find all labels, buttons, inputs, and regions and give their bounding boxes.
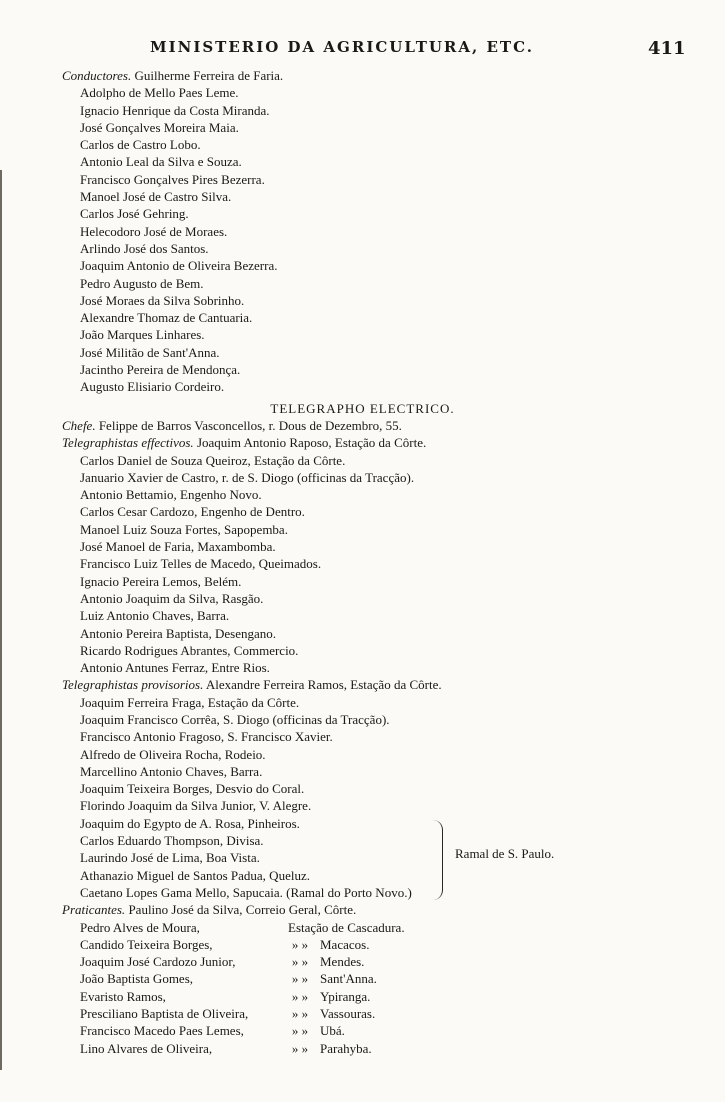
conductores-first-line <box>0 67 725 84</box>
praticante-place: Vassouras. <box>320 1006 376 1022</box>
name-entry: Caetano Lopes Gama Mello, Sapucaia. (Ramal do Porto Novo.) <box>80 884 412 900</box>
name-entry: Joaquim Ferreira Fraga, Estação da Côrte. <box>80 694 300 710</box>
praticante-place: Macacos. <box>320 936 370 952</box>
name-entry: Marcellino Antonio Chaves, Barra. <box>80 763 263 779</box>
name-entry: Manoel Luiz Souza Fortes, Sapopemba. <box>80 521 288 537</box>
name-entry: Carlos José Gehring. <box>80 206 189 222</box>
name-entry: Joaquim do Egypto de A. Rosa, Pinheiros. <box>80 815 300 831</box>
name-entry: Antonio Pereira Baptista, Desengano. <box>80 625 277 641</box>
name-entry: João Marques Linhares. <box>80 327 205 343</box>
page-number: 411 <box>648 38 686 59</box>
name-entry: Joaquim Antonio Raposo, Estação da Côrte. <box>196 435 427 451</box>
name-entry: Joaquim Teixeira Borges, Desvio do Coral. <box>80 781 305 797</box>
name-entry: Felippe de Barros Vasconcellos, r. Dous de Dezembro, 55. <box>98 417 402 433</box>
name-entry: Carlos Daniel de Souza Queiroz, Estação da Côrte. <box>80 452 346 468</box>
name-entry: Antonio Joaquim da Silva, Rasgão. <box>80 590 264 606</box>
role-label: Telegraphistas effectivos. <box>62 435 194 451</box>
ditto-marks: » » <box>291 971 309 987</box>
ditto-marks: » » <box>291 954 309 970</box>
name-entry: Helecodoro José de Moraes. <box>80 223 228 239</box>
name-entry: Adolpho de Mello Paes Leme. <box>80 85 239 101</box>
name-entry: Carlos Cesar Cardozo, Engenho de Dentro. <box>80 504 305 520</box>
role-label: Chefe. <box>62 417 96 433</box>
name-entry: Carlos de Castro Lobo. <box>80 137 201 153</box>
name-entry: Alexandre Thomaz de Cantuaria. <box>80 310 253 326</box>
praticante-name: Pedro Alves de Moura, <box>80 919 200 935</box>
name-entry: Carlos Eduardo Thompson, Divisa. <box>80 833 264 849</box>
section-heading: TELEGRAPHO ELECTRICO. <box>270 400 455 416</box>
praticante-place: Estação de Cascadura. <box>288 919 405 935</box>
praticante-place: Sant'Anna. <box>320 971 377 987</box>
name-entry: Alfredo de Oliveira Rocha, Rodeio. <box>80 746 266 762</box>
name-entry: Antonio Bettamio, Engenho Novo. <box>80 487 262 503</box>
name-entry: José Manoel de Faria, Maxambomba. <box>80 539 276 555</box>
name-entry: Ricardo Rodrigues Abrantes, Commercio. <box>80 642 299 658</box>
praticante-place: Ubá. <box>320 1023 345 1039</box>
name-entry: Manoel José de Castro Silva. <box>80 189 232 205</box>
praticante-name: Lino Alvares de Oliveira, <box>80 1040 213 1056</box>
name-entry: Luiz Antonio Chaves, Barra. <box>80 608 230 624</box>
name-entry: Alexandre Ferreira Ramos, Estação da Côrte. <box>205 677 442 693</box>
praticante-row <box>0 919 725 936</box>
praticantes-first-line <box>0 901 725 918</box>
ramal-label: Ramal de S. Paulo. <box>455 846 555 861</box>
name-entry: Arlindo José dos Santos. <box>80 240 209 256</box>
ditto-marks: » » <box>291 1040 309 1056</box>
name-entry: José Gonçalves Moreira Maia. <box>80 119 239 135</box>
provisorios-first-line <box>0 676 725 693</box>
praticante-row <box>0 988 725 1005</box>
praticante-row <box>0 1022 725 1039</box>
name-entry: Francisco Antonio Fragoso, S. Francisco Xavier. <box>80 729 333 745</box>
praticante-place: Ypiranga. <box>320 988 371 1004</box>
name-entry: Joaquim Francisco Corrêa, S. Diogo (officinas da Tracção). <box>80 711 390 727</box>
name-entry: Athanazio Miguel de Santos Padua, Queluz. <box>80 867 310 883</box>
ditto-marks: » » <box>291 936 309 952</box>
name-entry: Jacintho Pereira de Mendonça. <box>80 362 241 378</box>
praticante-name: Presciliano Baptista de Oliveira, <box>80 1006 249 1022</box>
ditto-marks: » » <box>291 1006 309 1022</box>
name-entry: Francisco Luiz Telles de Macedo, Queimados. <box>80 556 322 572</box>
praticante-place: Parahyba. <box>320 1040 372 1056</box>
name-entry: Antonio Antunes Ferraz, Entre Rios. <box>80 660 270 676</box>
name-entry: Guilherme Ferreira de Faria. <box>134 68 284 83</box>
name-entry: Januario Xavier de Castro, r. de S. Diogo (officinas da Tracção). <box>80 469 415 485</box>
name-entry: Pedro Augusto de Bem. <box>80 275 204 291</box>
praticante-row <box>0 970 725 987</box>
name-entry: Laurindo José de Lima, Boa Vista. <box>80 850 260 866</box>
name-entry: Antonio Leal da Silva e Souza. <box>80 154 242 170</box>
name-entry: José Militão de Sant'Anna. <box>80 344 220 360</box>
name-entry: Francisco Gonçalves Pires Bezerra. <box>80 171 265 187</box>
praticante-row <box>0 953 725 970</box>
praticante-row <box>0 936 725 953</box>
praticante-name: João Baptista Gomes, <box>80 971 194 987</box>
name-entry: Paulino José da Silva, Correio Geral, Côrte. <box>128 902 357 918</box>
ditto-marks: » » <box>291 1023 309 1039</box>
right-brace <box>432 820 443 900</box>
name-entry: Joaquim Antonio de Oliveira Bezerra. <box>80 258 278 274</box>
praticante-row <box>0 1005 725 1022</box>
chefe-line <box>0 417 725 434</box>
name-entry: Florindo Joaquim da Silva Junior, V. Alegre. <box>80 798 312 814</box>
text-body <box>0 67 725 1057</box>
praticante-name: Evaristo Ramos, <box>80 988 166 1004</box>
ditto-marks: » » <box>291 988 309 1004</box>
role-label: Praticantes. <box>62 902 126 918</box>
praticante-name: Francisco Macedo Paes Lemes, <box>80 1023 244 1039</box>
name-entry: Ignacio Henrique da Costa Miranda. <box>80 102 270 118</box>
praticante-name: Candido Teixeira Borges, <box>80 936 213 952</box>
effectivos-first-line <box>0 434 725 451</box>
running-header: MINISTERIO DA AGRICULTURA, ETC. <box>150 38 534 56</box>
role-label: Telegraphistas provisorios. <box>62 677 204 693</box>
name-entry: José Moraes da Silva Sobrinho. <box>80 292 245 308</box>
praticante-row <box>0 1040 725 1057</box>
role-label: Conductores. <box>62 68 132 83</box>
name-entry: Ignacio Pereira Lemos, Belém. <box>80 573 242 589</box>
praticante-place: Mendes. <box>320 954 365 970</box>
praticante-name: Joaquim José Cardozo Junior, <box>80 954 236 970</box>
name-entry: Augusto Elisiario Cordeiro. <box>80 379 225 395</box>
